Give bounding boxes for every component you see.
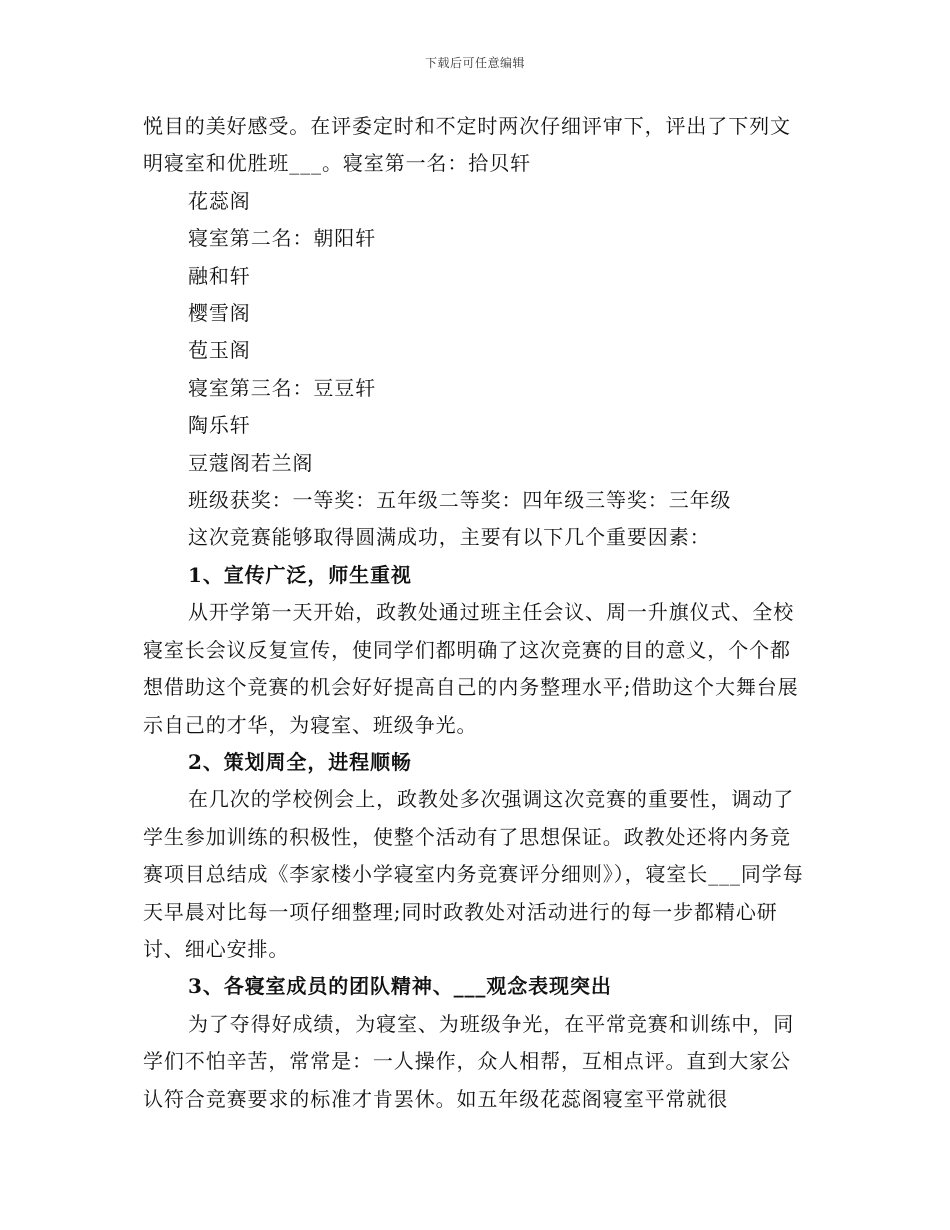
document-body: [143, 108, 811, 1118]
class-awards: 班级获奖：一等奖：五年级二等奖：四年级三等奖：三年级: [188, 488, 732, 513]
dorm-second-4: 苞玉阁: [188, 338, 251, 363]
dorm-first-2: 花蕊阁: [188, 188, 251, 213]
section-paragraph-3: 为了夺得好成绩，为寝室、为班级争光，在平常竞赛和训练中，同学们不怕辛苦，常常是：一人操作，众人相帮，互相点评。直到大家公认符合竞赛要求的标准才肯罢休。如五年级花蕊阁寝室平常就很: [143, 1011, 795, 1111]
section-paragraph-2: 在几次的学校例会上，政教处多次强调这次竞赛的重要性，调动了学生参加训练的积极性，使整个活动有了思想保证。政教处还将内务竞赛项目总结成《李家楼小学寝室内务竞赛评分细则》），寝室长___同学每天早晨对比每一项仔细整理;同时政教处对活动进行的每一步都精心研讨、细心安排。: [143, 787, 804, 961]
dorm-second-title: 寝室第二名：朝阳轩: [188, 226, 377, 251]
dorm-third-title: 寝室第三名：豆豆轩: [188, 375, 377, 400]
section-paragraph-1: 从开学第一天开始，政教处通过班主任会议、周一升旗仪式、全校寝室长会议反复宣传，使同学们都明确了这次竞赛的目的意义，个个都想借助这个竞赛的机会好好提高自己的内务整理水平;借助这个大舞台展示自己的才华，为寝室、班级争光。: [143, 600, 799, 737]
factors-intro: 这次竞赛能够取得圆满成功，主要有以下几个重要因素：: [188, 525, 711, 550]
page-header: 下载后可任意编辑: [424, 56, 525, 70]
dorm-third-2: 陶乐轩: [188, 413, 251, 438]
section-heading-1: 1、宣传广泛，师生重视: [188, 562, 412, 587]
dorm-second-3: 樱雪阁: [188, 301, 251, 326]
section-heading-3: 3、各寝室成员的团队精神、___观念表现突出: [188, 974, 612, 999]
dorm-third-3: 豆蔻阁若兰阁: [188, 450, 314, 475]
section-heading-2: 2、策划周全，进程顺畅: [188, 749, 412, 774]
paragraph-intro: 悦目的美好感受。在评委定时和不定时两次仔细评审下，评出了下列文明寝室和优胜班___。寝室第一名：拾贝轩: [143, 114, 791, 176]
dorm-second-2: 融和轩: [188, 263, 251, 288]
